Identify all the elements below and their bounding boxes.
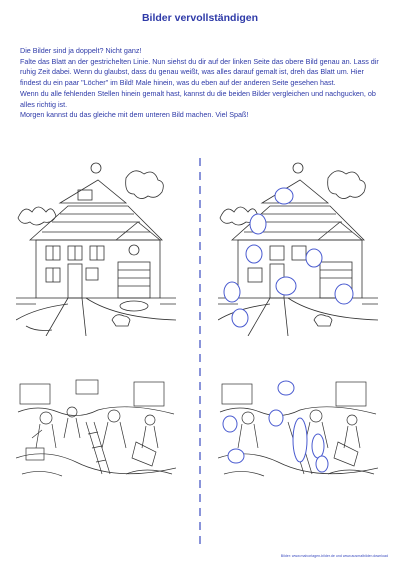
fold-line xyxy=(199,158,201,546)
instruction-steps: Falte das Blatt an der gestrichelten Linie. Nun siehst du dir auf der linken Seite das obere Bild genau an. Lass dir ruhig Zeit dabei. Wenn du glaubst, dass du genau weißt, was alles darauf gemalt ist, dreh das Blatt um. Hier findest du ein paar "Löcher" im Bild! Male hinein, was du eben auf der anderen Seite gesehen hast. xyxy=(20,56,379,88)
construction-scene-with-holes xyxy=(218,378,378,486)
instruction-compare: Wenn du alle fehlenden Stellen hinein gemalt hast, kannst du die beiden Bilder vergleichen und nachgucken, ob alles richtig ist. xyxy=(20,88,376,109)
house-picture-with-holes xyxy=(218,158,378,336)
instruction-intro: Die Bilder sind ja doppelt? Nicht ganz! xyxy=(20,46,142,55)
house-picture-original xyxy=(16,158,176,336)
page-title: Bilder vervollständigen xyxy=(141,12,259,24)
instructions xyxy=(20,46,385,121)
instruction-tomorrow: Morgen kannst du das gleiche mit dem unteren Bild machen. Viel Spaß! xyxy=(20,110,249,120)
construction-scene-original xyxy=(16,378,176,486)
image-credit: Bilder: www.malvorlagen-bilder.de und www.ausmalbilder.download xyxy=(280,554,388,558)
